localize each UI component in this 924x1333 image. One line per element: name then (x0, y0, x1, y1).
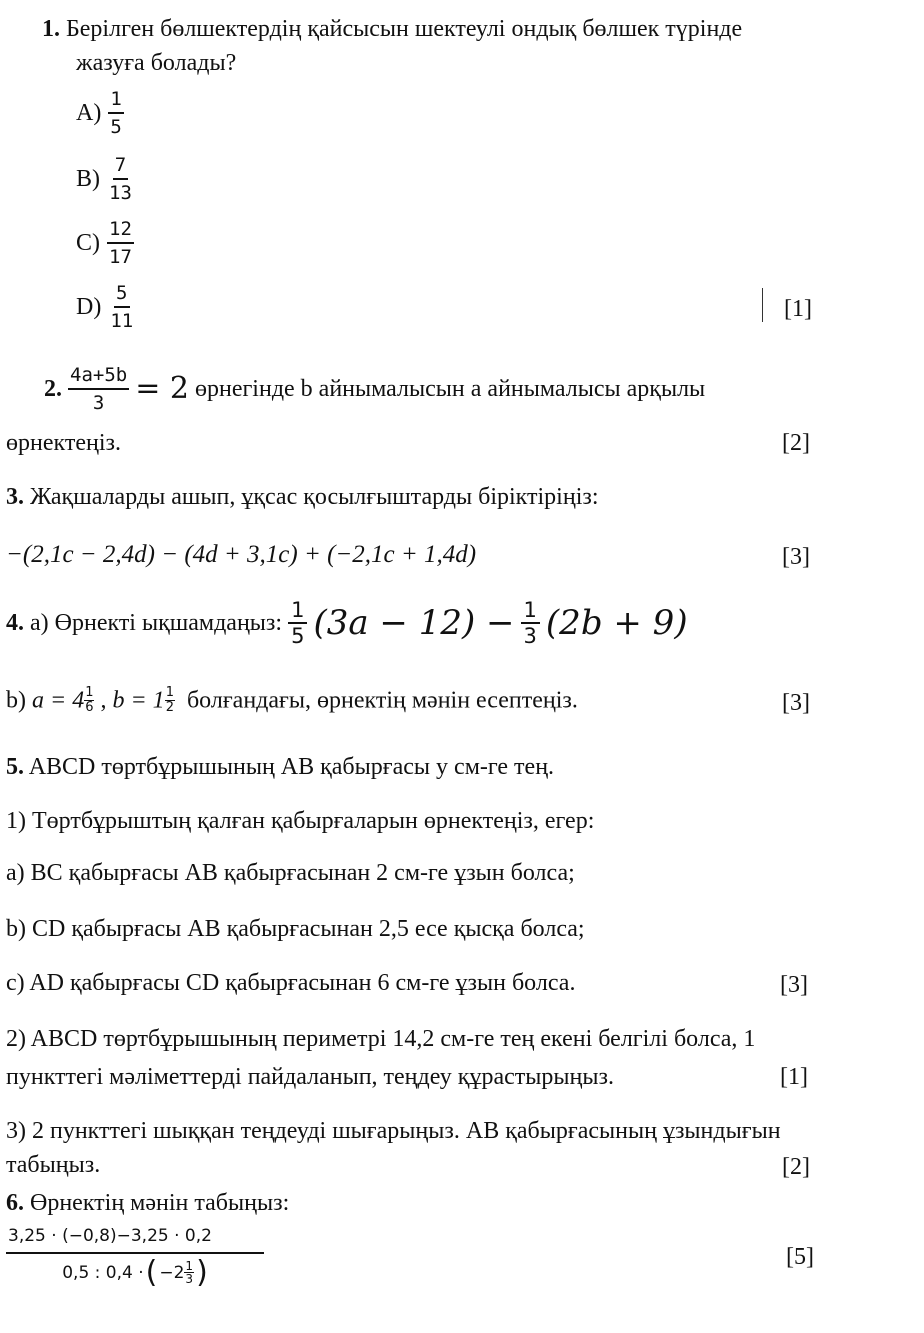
q5-mark-2: [1] (780, 1064, 808, 1090)
q5-number: 5. (6, 754, 24, 780)
q1-option-a (76, 86, 125, 140)
q1-number: 1. (42, 16, 60, 42)
option-denominator: 13 (109, 182, 132, 204)
q3-number: 3. (6, 484, 24, 510)
q5-sub2-line1: 2) ABCD төртбұрышының периметрі 14,2 см-ге тең екені белгілі болса, 1 (6, 1026, 756, 1052)
q4-a-frac-denominator: 6 (85, 699, 94, 715)
q4-part-b (6, 684, 578, 715)
q5-sub1: 1) Төртбұрыштың қалған қабырғаларын өрнектеңіз, егер: (6, 808, 595, 834)
q2-number: 2. (44, 376, 62, 402)
q6-den-frac-denominator: 3 (185, 1272, 194, 1286)
q4-mark: [3] (782, 690, 810, 716)
q5-sub3-line1: 3) 2 пункттегі шыққан теңдеуді шығарыңыз. AB қабырғасының ұзындығын (6, 1118, 781, 1144)
q4-number: 4. (6, 610, 24, 636)
q1-mark: [1] (784, 296, 812, 322)
q6-den-minus2: −2 (159, 1262, 185, 1283)
q6-number: 6. (6, 1190, 24, 1216)
q5-mark-3: [2] (782, 1154, 810, 1180)
q4-a-frac-numerator: 1 (85, 684, 94, 700)
option-letter: A) (76, 100, 102, 126)
q4-part-a-text: a) Өрнекті ықшамдаңыз: (30, 610, 283, 636)
q4-b-frac-numerator: 1 (165, 684, 174, 700)
q1-text-line2: жазуға болады? (76, 50, 237, 76)
option-numerator: 7 (113, 152, 128, 180)
q5-sub3-line2: табыңыз. (6, 1152, 101, 1178)
q4-frac2-denominator: 3 (523, 624, 537, 648)
q6-den-open-paren: ( (145, 1254, 158, 1290)
option-denominator: 5 (110, 116, 122, 138)
option-letter: D) (76, 294, 102, 320)
q3-mark: [3] (782, 544, 810, 570)
q5-text: ABCD төртбұрышының AB қабырғасы y см-ге тең. (28, 754, 555, 780)
q6-mark: [5] (786, 1244, 814, 1270)
q4-frac1-denominator: 5 (291, 624, 305, 648)
q2-line2: өрнектеңіз. (6, 430, 121, 456)
q6-line1 (6, 1188, 289, 1218)
option-letter: C) (76, 230, 100, 256)
q6-numerator: 3,25 · (−0,8)−3,25 · 0,2 (6, 1224, 264, 1254)
q3-expression: −(2,1c − 2,4d) − (4d + 3,1c) + (−2,1c + 1,4d) (6, 541, 477, 568)
option-numerator: 5 (114, 280, 129, 308)
q2-frac-denominator: 3 (92, 392, 105, 414)
q4-a-value: a = 4 (32, 687, 85, 714)
q6-den-frac-numerator: 1 (185, 1259, 194, 1273)
q5-mark-c: [3] (780, 972, 808, 998)
option-denominator: 17 (109, 246, 132, 268)
q6-den-close-paren: ) (196, 1254, 208, 1290)
q1-text-line1 (42, 14, 742, 44)
option-letter: B) (76, 166, 100, 192)
q5-sub-b: b) CD қабырғасы AB қабырғасынан 2,5 есе қысқа болса; (6, 916, 585, 942)
q4-part-a (6, 598, 688, 648)
q2-equals: = 2 (135, 371, 189, 406)
q1-option-d (76, 280, 136, 334)
q2-text: өрнегінде b айнымалысын a айнымалысы арқылы (194, 376, 706, 402)
q4-frac1-numerator: 1 (288, 598, 307, 624)
q4-b-frac-denominator: 2 (165, 699, 174, 715)
q6-denominator (62, 1254, 208, 1290)
q4-part-b-label: b) (6, 687, 26, 714)
q2-line1 (44, 362, 705, 416)
divider-line (762, 288, 763, 322)
option-numerator: 12 (107, 216, 134, 244)
q4-part-b-text: болғандағы, өрнектің мәнін есептеңіз. (186, 687, 578, 714)
q6-text: Өрнектің мәнін табыңыз: (30, 1190, 290, 1216)
q5-sub-c: c) AD қабырғасы CD қабырғасынан 6 см-ге ұзын болса. (6, 970, 576, 996)
q5-line1 (6, 752, 554, 782)
q1-option-b (76, 152, 135, 206)
option-numerator: 1 (108, 86, 123, 114)
q4-expr2: (2b + 9) (545, 603, 688, 643)
q1-option-c (76, 216, 135, 270)
q2-frac-numerator: 4a+5b (68, 362, 129, 390)
q3-line1 (6, 482, 599, 512)
q3-text: Жақшаларды ашып, ұқсас қосылғыштарды біріктіріңіз: (30, 484, 599, 510)
q4-comma: , (100, 687, 107, 714)
q5-sub-a: a) BC қабырғасы AB қабырғасынан 2 см-ге ұзын болса; (6, 860, 575, 886)
q4-b-value: b = 1 (112, 687, 165, 714)
q6-fraction (6, 1224, 264, 1290)
q2-mark: [2] (782, 430, 810, 456)
q4-expr1: (3a − 12) − (313, 603, 515, 643)
option-denominator: 11 (110, 310, 134, 332)
q4-frac2-numerator: 1 (521, 598, 540, 624)
q6-den-part1: 0,5 : 0,4 · (62, 1262, 144, 1283)
q1-text: Берілген бөлшектердің қайсысын шектеулі ондық бөлшек түрінде (66, 16, 743, 42)
q5-sub2-line2: пункттегі мәліметтерді пайдаланып, теңдеу құрастырыңыз. (6, 1064, 614, 1090)
